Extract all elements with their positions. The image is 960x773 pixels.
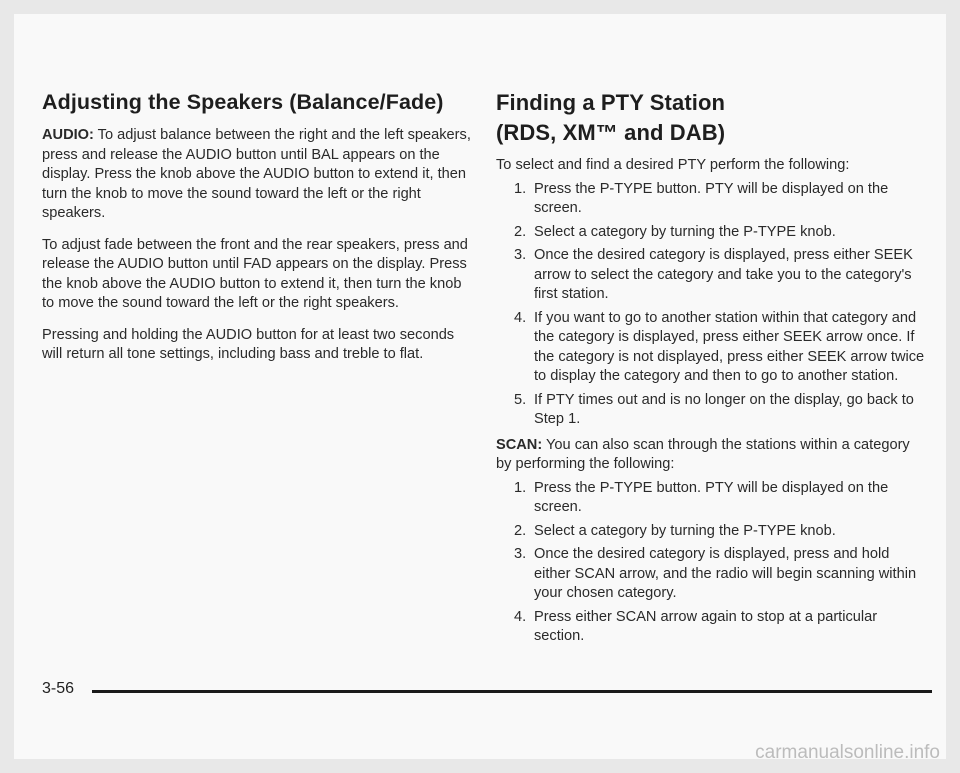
fade-paragraph: To adjust fade between the front and the rear speakers, press and release the AUDIO button until FAD appears on the display. Press the knob above the AUDIO button to extend it, then turn the knob to move the sound toward the left or the right speakers. [42, 236, 468, 311]
manual-page [14, 14, 946, 759]
right-column [496, 88, 926, 653]
reset-paragraph: Pressing and holding the AUDIO button for at least two seconds will return all tone settings, including bass and treble to flat. [42, 326, 455, 362]
scan-lead: SCAN: [496, 436, 543, 453]
list-item: 5. If PTY times out and is no longer on the display, go back to Step 1. [514, 391, 914, 427]
pty-intro: To select and find a desired PTY perform the following: [496, 157, 850, 173]
list-item: 1. Press the P-TYPE button. PTY will be displayed on the screen. [514, 479, 889, 515]
watermark: carmanualsonline.info [755, 742, 940, 763]
list-item: 2. Select a category by turning the P-TYPE knob. [514, 522, 836, 539]
scan-text: You can also scan through the stations within a category by performing the following: [496, 436, 910, 472]
audio-balance-text: To adjust balance between the right and the left speakers, press and release the AUDIO button until BAL appears on the display. Press the knob above the AUDIO button to extend it, then turn the knob to move the sound toward the left or the right speakers. [42, 127, 471, 221]
pty-steps-list [496, 180, 926, 430]
list-item: 3. Once the desired category is displayed, press either SEEK arrow to select the category and take you to the category's first station. [514, 247, 913, 302]
pty-heading-line1: Finding a PTY Station [496, 90, 726, 115]
list-item: 3. Once the desired category is displayed, press and hold either SCAN arrow, and the radio will begin scanning within your chosen category. [514, 546, 917, 601]
pty-heading-line2: (RDS, XM™ and DAB) [496, 120, 726, 145]
left-column [42, 88, 472, 377]
footer-rule [92, 690, 932, 693]
list-item: 1. Press the P-TYPE button. PTY will be displayed on the screen. [514, 180, 889, 216]
audio-lead: AUDIO: [42, 127, 94, 143]
page-number: 3-56 [42, 680, 75, 697]
scan-steps-list [496, 479, 926, 647]
list-item: 2. Select a category by turning the P-TYPE knob. [514, 223, 836, 240]
pty-heading [496, 88, 926, 148]
scan-paragraph [496, 436, 926, 475]
list-item: 4. Press either SCAN arrow again to stop at a particular section. [514, 608, 878, 644]
page-footer [42, 682, 932, 702]
balance-fade-heading: Adjusting the Speakers (Balance/Fade) [42, 90, 444, 114]
audio-balance-paragraph [42, 126, 472, 224]
list-item: 4. If you want to go to another station within that category and the category is displayed, press either SEEK arrow once. If the category is not displayed, press either SEEK arrow twice to display the category and then to go to another station. [514, 309, 925, 384]
